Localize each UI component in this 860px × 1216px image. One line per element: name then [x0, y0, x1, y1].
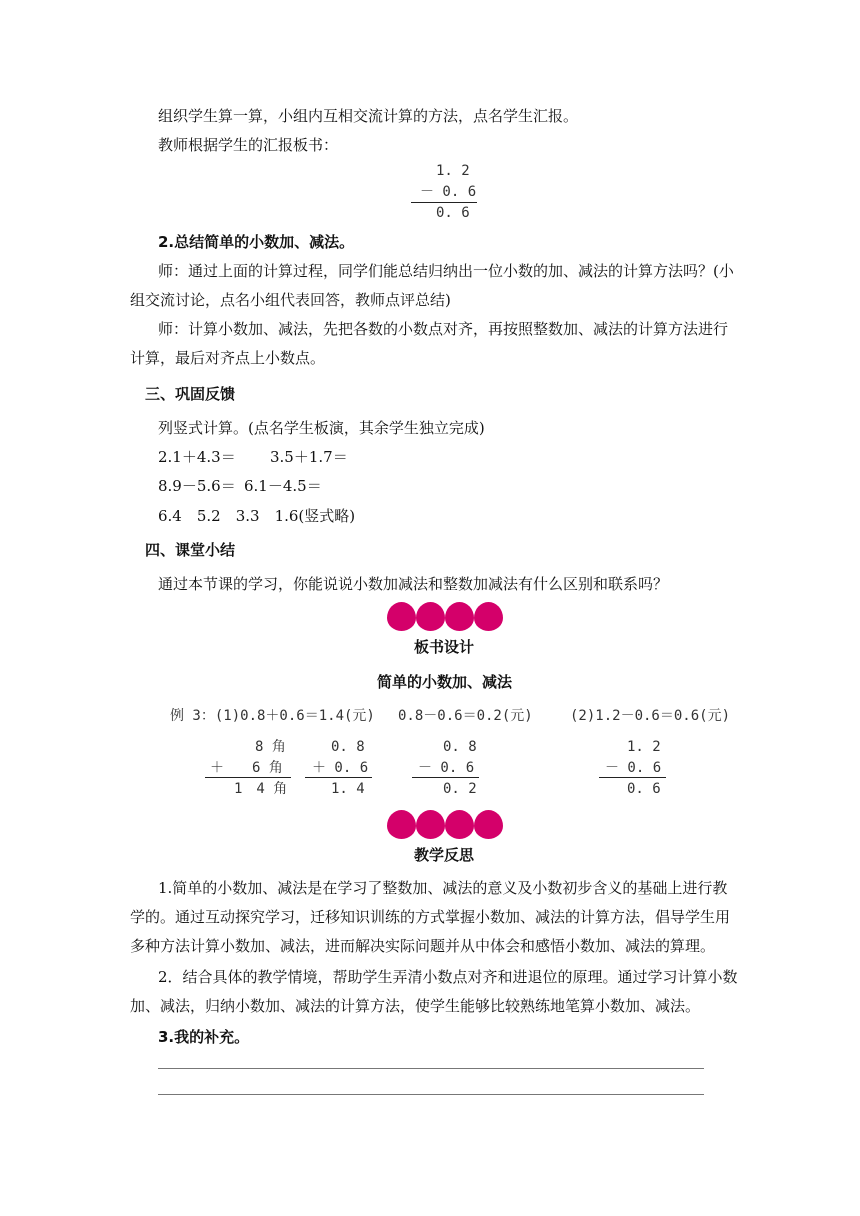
vertical-calc-result: 0. 2: [443, 781, 477, 797]
vertical-calc-operand: － 0. 6: [418, 760, 475, 776]
flower-petal-icon: [387, 808, 507, 840]
divider-line: [305, 777, 372, 778]
board-example: 0.8－0.6＝0.2(元): [398, 708, 533, 724]
paragraph: 列竖式计算。(点名学生板演，其余学生独立完成): [158, 419, 485, 437]
vertical-calc-result: 0. 6: [627, 781, 661, 797]
vertical-calc-operand: 8 角: [255, 739, 286, 755]
paragraph: 2．结合具体的教学情境，帮助学生弄清小数点对齐和进退位的原理。通过学习计算小数: [158, 968, 738, 986]
section-heading: 2.总结简单的小数加、减法。: [158, 233, 355, 251]
vertical-calc-result: 0. 6: [436, 205, 470, 221]
paragraph: 通过本节课的学习，你能说说小数加减法和整数加减法有什么区别和联系吗？: [158, 575, 669, 593]
exercise: 3.5＋1.7＝: [270, 448, 348, 466]
paragraph: 教师根据学生的汇报板书：: [158, 136, 339, 154]
divider-line: [412, 777, 479, 778]
section-heading: 四、课堂小结: [145, 541, 236, 559]
vertical-calc-result: 1. 4: [331, 781, 365, 797]
vertical-calc-operand: 1. 2: [627, 739, 661, 755]
exercise: 2.1＋4.3＝: [158, 448, 236, 466]
vertical-calc-operand: 0. 8: [443, 739, 477, 755]
paragraph: 加、减法，归纳小数加、减法的计算方法，使学生能够比较熟练地笔算小数加、减法。: [130, 997, 701, 1015]
vertical-calc-result: 1 4 角: [234, 781, 288, 797]
section-heading: 三、巩固反馈: [145, 385, 236, 403]
vertical-calc-operand: 0. 8: [331, 739, 365, 755]
paragraph: 组织学生算一算，小组内互相交流计算的方法，点名学生汇报。: [158, 107, 579, 125]
answer-blank-line: [158, 1094, 704, 1095]
vertical-calc-operand: － 0. 6: [420, 184, 477, 200]
flower-petal-icon: [387, 600, 507, 632]
paragraph: 多种方法计算小数加、减法，进而解决实际问题并从中体会和感悟小数加、减法的算理。: [130, 937, 716, 955]
exercise: 8.9－5.6＝: [158, 477, 236, 495]
answers: 6.4 5.2 3.3 1.6(竖式略): [158, 507, 356, 525]
paragraph: 师：通过上面的计算过程，同学们能总结归纳出一位小数的加、减法的计算方法吗？(小: [158, 262, 734, 280]
divider-line: [599, 777, 666, 778]
vertical-calc-operand: ＋ 0. 6: [312, 760, 369, 776]
exercise: 6.1－4.5＝: [244, 477, 322, 495]
answer-blank-line: [158, 1068, 704, 1069]
divider-line: [205, 777, 291, 778]
vertical-calc-operand: 1. 2: [436, 163, 470, 179]
board-example: 例 3：(1)0.8＋0.6＝1.4(元): [170, 708, 375, 724]
vertical-calc-operand: － 0. 6: [605, 760, 662, 776]
board-example: (2)1.2－0.6＝0.6(元): [570, 708, 731, 724]
paragraph: 计算，最后对齐点上小数点。: [130, 349, 326, 367]
board-design-title: 板书设计: [414, 638, 475, 656]
paragraph: 1.简单的小数加、减法是在学习了整数加、减法的意义及小数初步含义的基础上进行教: [158, 879, 728, 897]
section-heading: 3.我的补充。: [158, 1028, 250, 1046]
paragraph: 学的。通过互动探究学习，迁移知识训练的方式掌握小数加、减法的计算方法，倡导学生用: [130, 908, 731, 926]
vertical-calc-operand: ＋ 6 角: [210, 760, 283, 776]
board-subtitle: 简单的小数加、减法: [377, 673, 513, 691]
paragraph: 师：计算小数加、减法，先把各数的小数点对齐，再按照整数加、减法的计算方法进行: [158, 320, 729, 338]
paragraph: 组交流讨论，点名小组代表回答，教师点评总结): [130, 291, 451, 309]
reflection-title: 教学反思: [414, 846, 475, 864]
